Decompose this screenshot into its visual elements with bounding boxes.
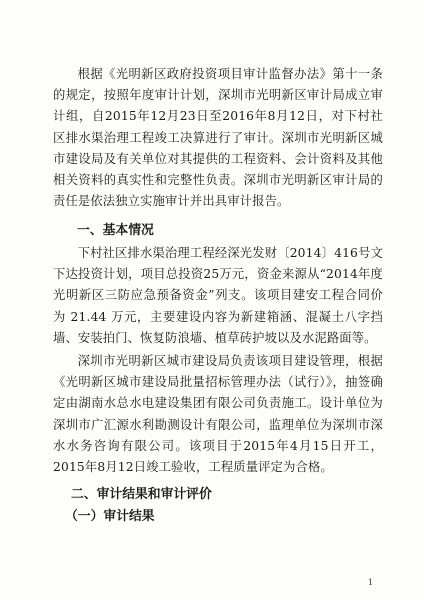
subsection-heading-audit-results: （一）审计结果 [65,509,155,524]
basic-info-paragraph: 下村社区排水渠治理工程经深光发财〔2014〕416号文下达投资计划，项目总投资25万元，资金来源从“2014年度光明新区三防应急预备资金”列支。该项目建安工程合同价为 21.44 万元，主要建设内容为新建箱涵、混凝土八字挡墙、安装拍门、恢复防浪墙、植草砖护坡以及水泥路面等。 [53,246,383,345]
section-heading-basic-info: 一、基本情况 [77,223,154,238]
page-number: 1 [368,578,374,587]
intro-paragraph: 根据《光明新区政府投资项目审计监督办法》第十一条的规定，按照年度审计计划，深圳市光明新区审计局成立审计组，自2015年12月23日至2016年8月12日，对下村社区排水渠治理工程竣工决算进行了审计。深圳市光明新区城市建设局及有关单位对其提供的工程资料、会计资料及其他相关资料的真实性和完整性负责。深圳市光明新区审计局的责任是依法独立实施审计并出具审计报告。 [53,67,383,209]
construction-management-paragraph: 深圳市光明新区城市建设局负责该项目建设管理，根据《光明新区城市建设局批量招标管理办法（试行）》，抽签确定由湖南水总水电建设集团有限公司负责施工。设计单位为深圳市广汇源水利勘测设计有限公司，监理单位为深圳市深水水务咨询有限公司。该项目于2015年4月15日开工，2015年8月12日竣工验收，工程质量评定为合格。 [53,354,383,475]
section-heading-audit-results: 二、审计结果和审计评价 [71,487,212,502]
